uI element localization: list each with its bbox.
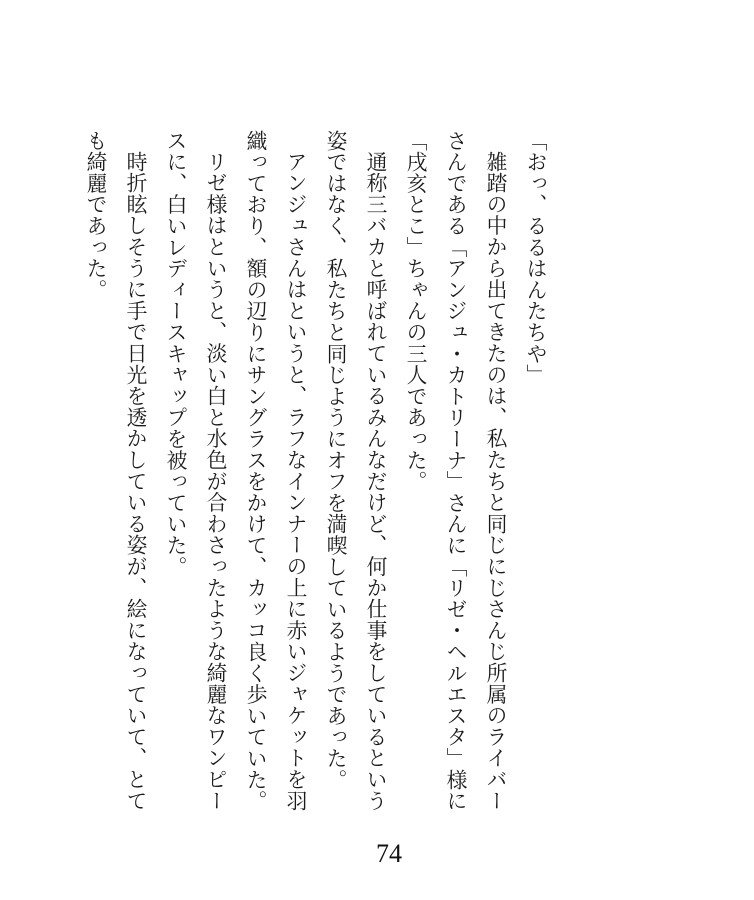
paragraph-1: 「おっ、るるはんたちや」 <box>523 130 547 386</box>
paragraph-6: 時折眩しそうに手で日光を透かしている姿が、絵になっていて、とても綺麗であった。 <box>83 130 147 812</box>
page-body-text <box>83 130 555 830</box>
paragraph-3: 通称三バカと呼ばれているみんなだけど、何か仕事をしているという姿ではなく、私たちと同じようにオフを満喫しているようであった。 <box>323 130 387 812</box>
paragraph-4: アンジュさんはというと、ラフなインナーの上に赤いジャケットを羽織っており、額の辺りにサングラスをかけて、カッコ良く歩いていた。 <box>243 130 307 812</box>
page-number: 74 <box>376 839 402 868</box>
paragraph-2: 雑踏の中から出てきたのは、私たちと同じにじさんじ所属のライバーさんである「アンジュ・カトリーナ」さんに「リゼ・ヘルエスタ」様に「戌亥とこ」ちゃんの三人であった。 <box>403 130 507 812</box>
paragraph-5: リゼ様はというと、淡い白と水色が合わさったような綺麗なワンピースに、白いレディースキャップを被っていた。 <box>163 130 227 812</box>
